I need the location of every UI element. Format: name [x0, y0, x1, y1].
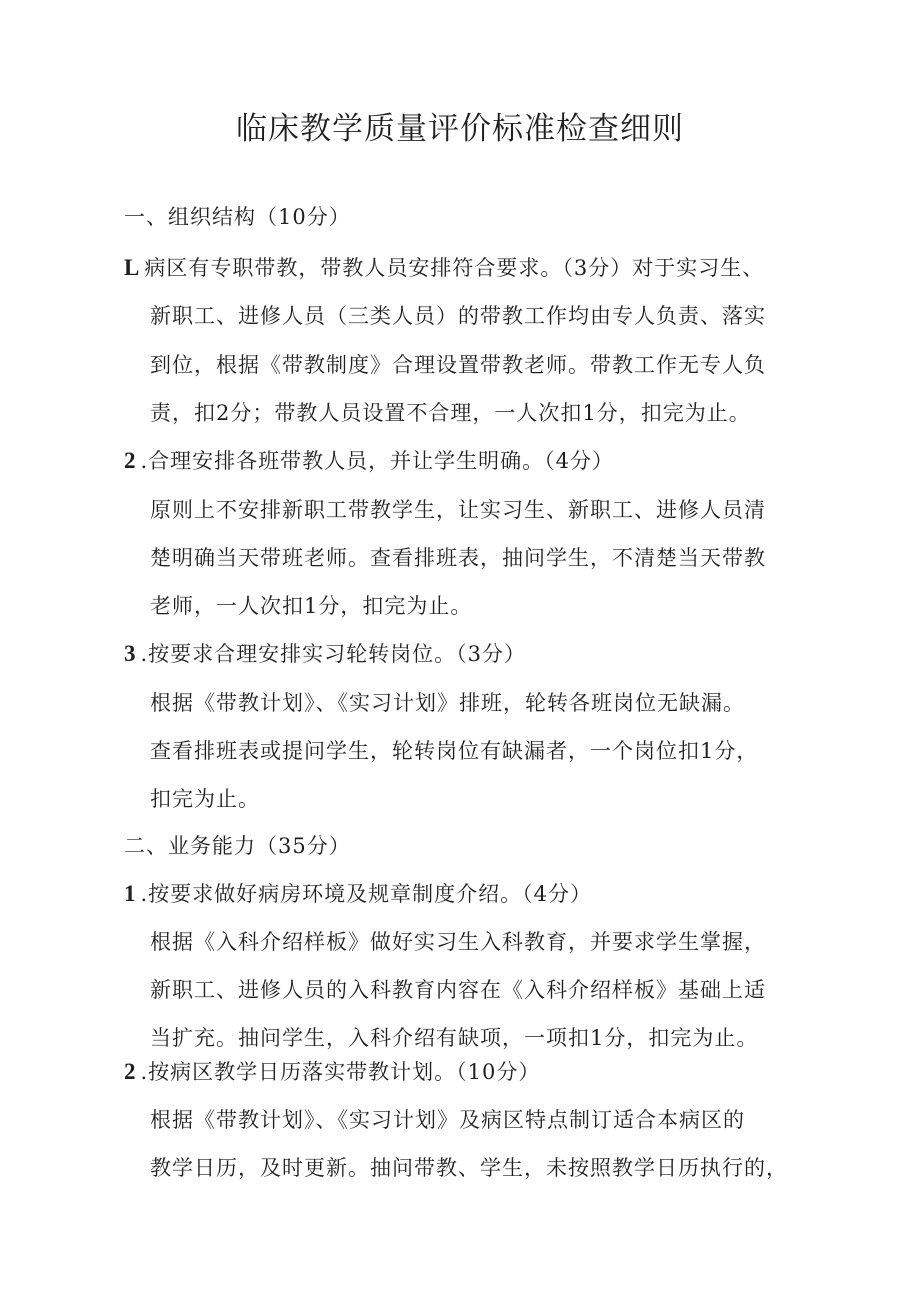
paragraph-line — [150, 496, 766, 524]
section-heading — [124, 832, 351, 860]
paragraph-text: 扣完为止。 — [150, 787, 260, 811]
section-heading-text: 一、组织结构（10分） — [124, 205, 351, 229]
paragraph-line — [150, 737, 758, 765]
item-text: .按要求做好病房环境及规章制度介绍。（4分） — [140, 882, 593, 906]
paragraph-line — [150, 976, 766, 1004]
paragraph-text: 楚明确当天带班老师。查看排班表，抽问学生，不清楚当天带教 — [150, 546, 766, 570]
item-text: .按病区教学日历落实带教计划。（10分） — [140, 1060, 541, 1084]
item-text: .按要求合理安排实习轮转岗位。（3分） — [140, 642, 527, 666]
paragraph-line — [150, 1106, 745, 1134]
paragraph-line — [150, 1154, 788, 1182]
item-number: 2 — [124, 1059, 137, 1084]
item-number: 1 — [124, 881, 137, 906]
paragraph-text: 根据《带教计划》、《实习计划》排班，轮转各班岗位无缺漏。 — [150, 691, 745, 715]
paragraph-text: 责，扣2分；带教人员设置不合理，一人次扣1分，扣完为止。 — [150, 401, 751, 425]
paragraph-text: 根据《带教计划》、《实习计划》及病区特点制订适合本病区的 — [150, 1108, 745, 1132]
list-item — [124, 880, 592, 908]
list-item — [124, 640, 526, 668]
item-number: L — [124, 255, 141, 280]
paragraph-line — [150, 544, 766, 572]
paragraph-text: 老师，一人次扣1分，扣完为止。 — [150, 594, 473, 618]
paragraph-line — [150, 689, 745, 717]
paragraph-line — [150, 928, 766, 956]
list-item — [124, 254, 764, 282]
paragraph-text: 查看排班表或提问学生，轮转岗位有缺漏者，一个岗位扣1分， — [150, 739, 759, 763]
item-number: 3 — [124, 641, 137, 666]
item-number: 2 — [124, 448, 137, 473]
paragraph-text: 原则上不安排新职工带教学生，让实习生、新职工、进修人员清 — [150, 498, 766, 522]
paragraph-line — [150, 302, 766, 330]
paragraph-line — [150, 592, 472, 620]
item-text: 病区有专职带教，带教人员安排符合要求。（3分）对于实习生、 — [144, 256, 765, 280]
paragraph-line — [150, 1024, 758, 1052]
list-item — [124, 447, 614, 475]
paragraph-line — [150, 399, 751, 427]
paragraph-text: 到位，根据《带教制度》合理设置带教老师。带教工作无专人负 — [150, 353, 766, 377]
paragraph-text: 新职工、进修人员（三类人员）的带教工作均由专人负责、落实 — [150, 304, 766, 328]
item-text: .合理安排各班带教人员，并让学生明确。（4分） — [140, 449, 615, 473]
paragraph-text: 根据《入科介绍样板》做好实习生入科教育，并要求学生掌握， — [150, 930, 766, 954]
page-title: 临床教学质量评价标准检查细则 — [236, 111, 684, 147]
paragraph-text: 新职工、进修人员的入科教育内容在《入科介绍样板》基础上适 — [150, 978, 766, 1002]
paragraph-line — [150, 785, 260, 813]
paragraph-text: 当扩充。抽问学生，入科介绍有缺项，一项扣1分，扣完为止。 — [150, 1026, 759, 1050]
section-heading — [124, 203, 351, 231]
paragraph-text: 教学日历，及时更新。抽问带教、学生，未按照教学日历执行的， — [150, 1156, 788, 1180]
list-item — [124, 1058, 540, 1086]
paragraph-line — [150, 351, 766, 379]
section-heading-text: 二、业务能力（35分） — [124, 834, 351, 858]
